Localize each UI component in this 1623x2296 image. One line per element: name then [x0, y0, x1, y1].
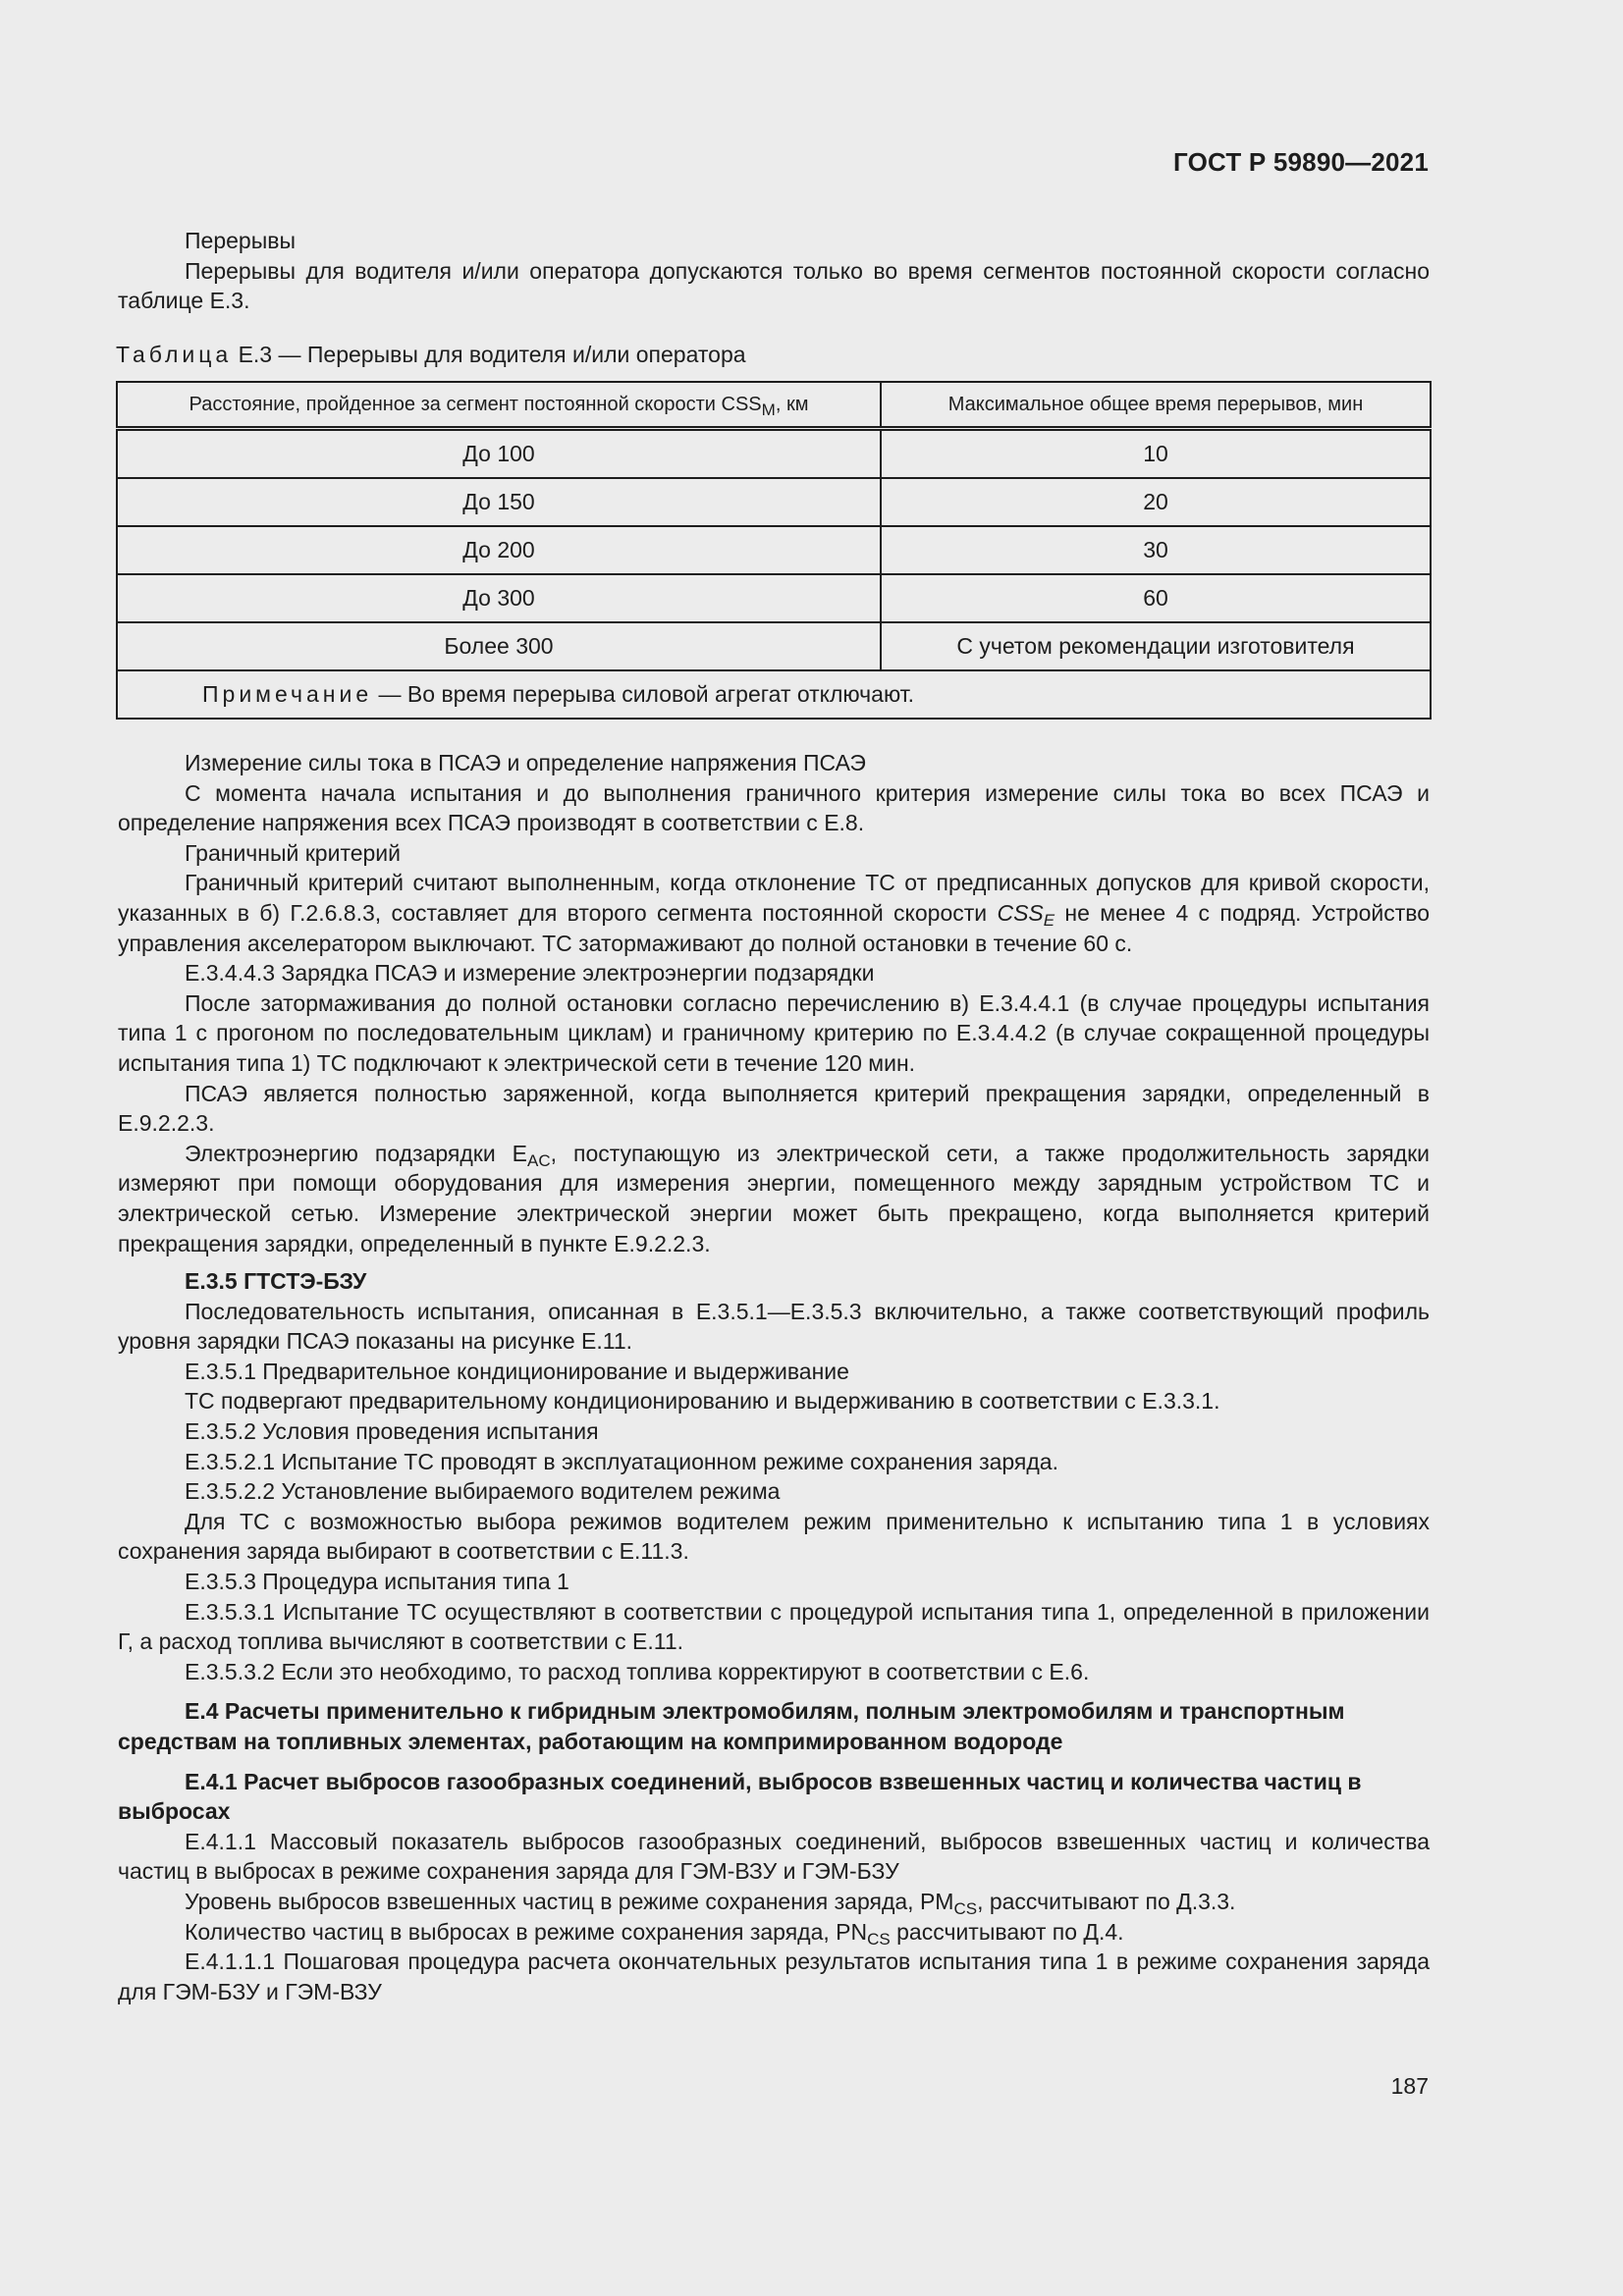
- table-cell-time: С учетом рекомендации изготовителя: [881, 622, 1431, 670]
- section-e411: Е.4.1.1 Массовый показатель выбросов газообразных соединений, выбросов взвешенных частиц и количества частиц в выбросах в режиме сохранения заряда для ГЭМ-ВЗУ и ГЭМ-БЗУ: [118, 1828, 1430, 1885]
- main-section: [118, 748, 1430, 2006]
- section-e3443: Е.3.4.4.3 Зарядка ПСАЭ и измерение электроэнергии подзарядки: [185, 960, 875, 987]
- table-caption-text: Е.3 — Перерывы для водителя и/или оператора: [238, 342, 746, 367]
- measure-text: С момента начала испытания и до выполнения граничного критерия измерение силы тока во всех ПСАЭ и определение напряжения всех ПСАЭ производят в соответствии с Е.8.: [118, 779, 1430, 836]
- table-row: [117, 429, 1431, 479]
- breaks-title: Перерывы: [185, 228, 296, 253]
- table-cell-time: 10: [881, 429, 1431, 479]
- breaks-text: Перерывы для водителя и/или оператора допускаются только во время сегментов постоянной скорости согласно таблице Е.3.: [118, 257, 1430, 314]
- criterion-title: Граничный критерий: [185, 839, 402, 866]
- table-header-row: [117, 382, 1431, 429]
- breaks-table: [116, 381, 1432, 720]
- section-e3522: Е.3.5.2.2 Установление выбираемого водителем режима: [185, 1478, 781, 1505]
- full-charge-text: ПСАЭ является полностью заряженной, когда выполняется критерий прекращения зарядки, определенный в Е.9.2.2.3.: [118, 1080, 1430, 1137]
- section-e351-text: ТС подвергают предварительному кондиционированию и выдерживанию в соответствии с Е.3.3.1.: [185, 1388, 1220, 1415]
- table-row: [117, 526, 1431, 574]
- table-cell-distance: До 100: [117, 429, 881, 479]
- after-braking-text: После затормаживания до полной остановки согласно перечислению в) Е.3.4.4.1 (в случае процедуры испытания типа 1 с прогоном по последовательным циклам) и граничному критерию по Е.3.4.4.2 (в случае сокращенной процедуры испытания типа 1) ТС подключают к электрической сети в течение 120 мин.: [118, 989, 1430, 1076]
- table-caption: [116, 340, 746, 369]
- table-cell-time: 30: [881, 526, 1431, 574]
- table-cell-distance: До 150: [117, 478, 881, 526]
- section-e4111: Е.4.1.1.1 Пошаговая процедура расчета окончательных результатов испытания типа 1 в режиме сохранения заряда для ГЭМ-БЗУ и ГЭМ-ВЗУ: [118, 1949, 1430, 2004]
- table-note: Примечание — Во время перерыва силовой агрегат отключают.: [117, 670, 1431, 719]
- criterion-text: Граничный критерий считают выполненным, когда отклонение ТС от предписанных допусков для кривой скорости, указанных в б) Г.2.6.8.3, составляет для второго сегмента постоянной скорости $CSS_E$ не менее 4 с подряд. Устройство управления акселератором выключают. ТС затормаживают до полной остановки в течение 60 с.: [118, 870, 1430, 956]
- table-col2-header: Максимальное общее время перерывов, мин: [881, 382, 1431, 429]
- energy-text: Электроэнергию подзарядки $E_{AC}$, поступающую из электрической сети, а также продолжительность зарядки измеряют при помощи оборудования для измерения энергии, помещенного между зарядным устройством ТС и электрической сетью. Измерение электрической энергии может быть прекращено, когда выполняется критерий прекращения зарядки, определенный в пункте Е.9.2.2.3.: [118, 1140, 1430, 1256]
- table-row: [117, 478, 1431, 526]
- intro-section: [118, 226, 1430, 316]
- heading-e35: Е.3.5 ГТСТЭ-БЗУ: [185, 1268, 367, 1295]
- table-cell-distance: До 300: [117, 574, 881, 622]
- table-row: [117, 574, 1431, 622]
- table-cell-distance: Более 300: [117, 622, 881, 670]
- table-cell-time: 60: [881, 574, 1431, 622]
- section-e351: Е.3.5.1 Предварительное кондиционирование и выдерживание: [185, 1358, 849, 1384]
- table-note-row: [117, 670, 1431, 719]
- pm-text: Уровень выбросов взвешенных частиц в режиме сохранения заряда, $PM_{CS}$, рассчитывают по Д.3.3.: [185, 1888, 1236, 1918]
- section-e3522-text: Для ТС с возможностью выбора режимов водителем режим применительно к испытанию типа 1 в условиях сохранения заряда выбирают в соответствии с Е.11.3.: [118, 1508, 1430, 1565]
- document-header: ГОСТ Р 59890—2021: [1173, 147, 1429, 177]
- measure-title: Измерение силы тока в ПСАЭ и определение напряжения ПСАЭ: [185, 750, 866, 775]
- heading-e41: Е.4.1 Расчет выбросов газообразных соединений, выбросов взвешенных частиц и количества частиц в выбросах: [118, 1768, 1362, 1825]
- table-cell-distance: До 200: [117, 526, 881, 574]
- table-caption-label: Таблица: [116, 342, 233, 367]
- pn-text: Количество частиц в выбросах в режиме сохранения заряда, $PN_{CS}$ рассчитывают по Д.4.: [185, 1918, 1124, 1949]
- heading-e4: Е.4 Расчеты применительно к гибридным электромобилям, полным электромобилям и транспортным средствам на топливных элементах, работающим на компримированном водороде: [118, 1698, 1345, 1754]
- section-e3521: Е.3.5.2.1 Испытание ТС проводят в эксплуатационном режиме сохранения заряда.: [185, 1448, 1058, 1474]
- section-e352: Е.3.5.2 Условия проведения испытания: [185, 1418, 599, 1445]
- section-e3532: Е.3.5.3.2 Если это необходимо, то расход топлива корректируют в соответствии с Е.6.: [185, 1658, 1090, 1684]
- table-cell-time: 20: [881, 478, 1431, 526]
- table-col1-header: Расстояние, пройденное за сегмент постоянной скорости $CSS_M$, км: [117, 382, 881, 429]
- page-number: 187: [1390, 2073, 1429, 2099]
- table-row: [117, 622, 1431, 670]
- sequence-text: Последовательность испытания, описанная в Е.3.5.1—Е.3.5.3 включительно, а также соответствующий профиль уровня зарядки ПСАЭ показаны на рисунке Е.11.: [118, 1298, 1430, 1355]
- section-e3531: Е.3.5.3.1 Испытание ТС осуществляют в соответствии с процедурой испытания типа 1, определенной в приложении Г, а расход топлива вычисляют в соответствии с Е.11.: [118, 1598, 1430, 1655]
- section-e353: Е.3.5.3 Процедура испытания типа 1: [185, 1569, 569, 1595]
